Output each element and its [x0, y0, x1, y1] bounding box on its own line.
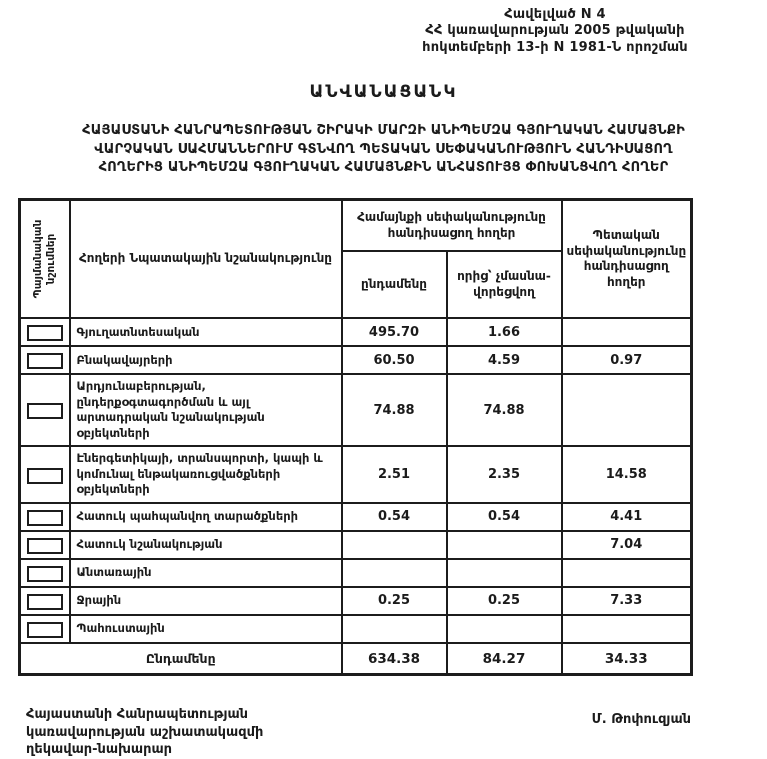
symbol-box	[27, 510, 63, 526]
signatory-title-line-3: ղեկավար-նախարար	[26, 742, 173, 758]
annex-line-1: Հավելված N 4	[504, 7, 606, 22]
table-row	[20, 531, 692, 559]
purpose-cell: Հատուկ պահպանվող տարածքների	[70, 503, 342, 531]
table-row	[20, 374, 692, 446]
header-symbols	[20, 200, 70, 319]
annex-line-3: հոկտեմբերի 13-ի N 1981-Ն որոշման	[422, 39, 688, 55]
subtitle-line-3: ՀՈՂԵՐԻՑ ԱՆԻՊԵՄԶԱ ԳՅՈՒՂԱԿԱՆ ՀԱՄԱՅՆՔԻՆ ԱՆՀԱՏՈՒՅՑ ՓՈԽԱՆՑՎՈՂ ՀՈՂԵՐ	[98, 160, 669, 176]
symbol-cell	[20, 531, 70, 559]
state-cell: 7.33	[562, 587, 692, 615]
total-cell: 74.88	[342, 374, 447, 446]
nonpriv-cell: 2.35	[447, 446, 562, 503]
subtitle-line-2: ՎԱՐՉԱԿԱՆ ՍԱՀՄԱՆՆԵՐՈՒՄ ԳՏՆՎՈՂ ՊԵՏԱԿԱՆ ՍԵՓԱԿԱՆՈՒԹՅՈՒՆ ՀԱՆԴԻՍԱՑՈՂ	[94, 141, 673, 157]
nonpriv-cell	[447, 559, 562, 587]
symbol-box	[27, 538, 63, 554]
annex-reference	[360, 7, 750, 56]
signature-block	[0, 706, 767, 759]
purpose-cell: Գյուղատնտեսական	[70, 318, 342, 346]
table-row	[20, 587, 692, 615]
total-state-cell: 34.33	[562, 643, 692, 675]
symbol-box	[27, 566, 63, 582]
symbol-cell	[20, 615, 70, 643]
table-row	[20, 559, 692, 587]
total-row	[20, 643, 692, 675]
table-row	[20, 318, 692, 346]
total-cell: 0.54	[342, 503, 447, 531]
total-cell: 2.51	[342, 446, 447, 503]
state-cell	[562, 318, 692, 346]
table-row	[20, 346, 692, 374]
purpose-cell: Անտառային	[70, 559, 342, 587]
symbol-cell	[20, 346, 70, 374]
nonpriv-cell: 4.59	[447, 346, 562, 374]
table-row	[20, 615, 692, 643]
header-community-total: ընդամենը	[342, 251, 447, 318]
total-cell: 0.25	[342, 587, 447, 615]
header-community-nonprivatized: որից՝ չմասնա-վորեցվող	[447, 251, 562, 318]
symbol-cell	[20, 503, 70, 531]
symbol-cell	[20, 318, 70, 346]
state-cell	[562, 374, 692, 446]
symbol-box	[27, 622, 63, 638]
signatory-name: Մ. Թոփուզյան	[591, 712, 691, 728]
state-cell	[562, 615, 692, 643]
symbol-box	[27, 353, 63, 369]
header-purpose: Հողերի Նպատակային նշանակությունը	[70, 200, 342, 319]
table-row	[20, 503, 692, 531]
signatory-title-line-2: կառավարության աշխատակազմի	[26, 724, 264, 740]
signatory-title	[26, 706, 263, 759]
document-subtitle	[0, 122, 767, 179]
symbol-box	[27, 594, 63, 610]
purpose-cell: Հատուկ նշանակության	[70, 531, 342, 559]
symbol-cell	[20, 446, 70, 503]
subtitle-line-1: ՀԱՅԱՍՏԱՆԻ ՀԱՆՐԱՊԵՏՈՒԹՅԱՆ ՇԻՐԱԿԻ ՄԱՐԶԻ ԱՆԻՊԵՄԶԱ ԳՅՈՒՂԱԿԱՆ ՀԱՄԱՅՆՔԻ	[82, 122, 685, 138]
nonpriv-cell	[447, 531, 562, 559]
total-cell	[342, 531, 447, 559]
nonpriv-cell	[447, 615, 562, 643]
rotated-header-wrap	[21, 201, 69, 317]
purpose-cell: Բնակավայրերի	[70, 346, 342, 374]
total-cell	[342, 615, 447, 643]
nonpriv-cell: 74.88	[447, 374, 562, 446]
land-table	[18, 198, 693, 676]
symbol-cell	[20, 587, 70, 615]
purpose-cell: Արդյունաբերության, ընդերքօգտագործման և այլ արտադրական նշանակության օբյեկտների	[70, 374, 342, 446]
total-label: Ընդամենը	[20, 643, 342, 675]
total-cell	[342, 559, 447, 587]
symbol-box	[27, 468, 63, 484]
state-cell: 4.41	[562, 503, 692, 531]
symbol-box	[27, 403, 63, 419]
state-cell: 7.04	[562, 531, 692, 559]
purpose-cell: Էներգետիկայի, տրանսպորտի, կապի և կոմունալ ենթակառուցվածքների օբյեկտների	[70, 446, 342, 503]
purpose-cell: Պահուստային	[70, 615, 342, 643]
purpose-cell: Ջրային	[70, 587, 342, 615]
header-symbols-label: Պայմանական նշումներ	[31, 219, 57, 299]
nonpriv-cell: 0.54	[447, 503, 562, 531]
state-cell: 14.58	[562, 446, 692, 503]
header-community-group: Համայնքի սեփականությունը հանդիսացող հողեր	[342, 200, 562, 251]
total-cell: 60.50	[342, 346, 447, 374]
header-state: Պետական սեփականությունը հանդիսացող հողեր	[562, 200, 692, 319]
symbol-box	[27, 325, 63, 341]
signatory-title-line-1: Հայաստանի Հանրապետության	[26, 707, 249, 723]
state-cell	[562, 559, 692, 587]
table-row	[20, 446, 692, 503]
total-cell: 495.70	[342, 318, 447, 346]
total-nonpriv-cell: 84.27	[447, 643, 562, 675]
symbol-cell	[20, 559, 70, 587]
nonpriv-cell: 0.25	[447, 587, 562, 615]
annex-line-2: ՀՀ կառավարության 2005 թվականի	[425, 23, 685, 39]
symbol-cell	[20, 374, 70, 446]
state-cell: 0.97	[562, 346, 692, 374]
page-title: ԱՆՎԱՆԱՑԱՆԿ	[309, 81, 458, 102]
nonpriv-cell: 1.66	[447, 318, 562, 346]
total-sum-cell: 634.38	[342, 643, 447, 675]
